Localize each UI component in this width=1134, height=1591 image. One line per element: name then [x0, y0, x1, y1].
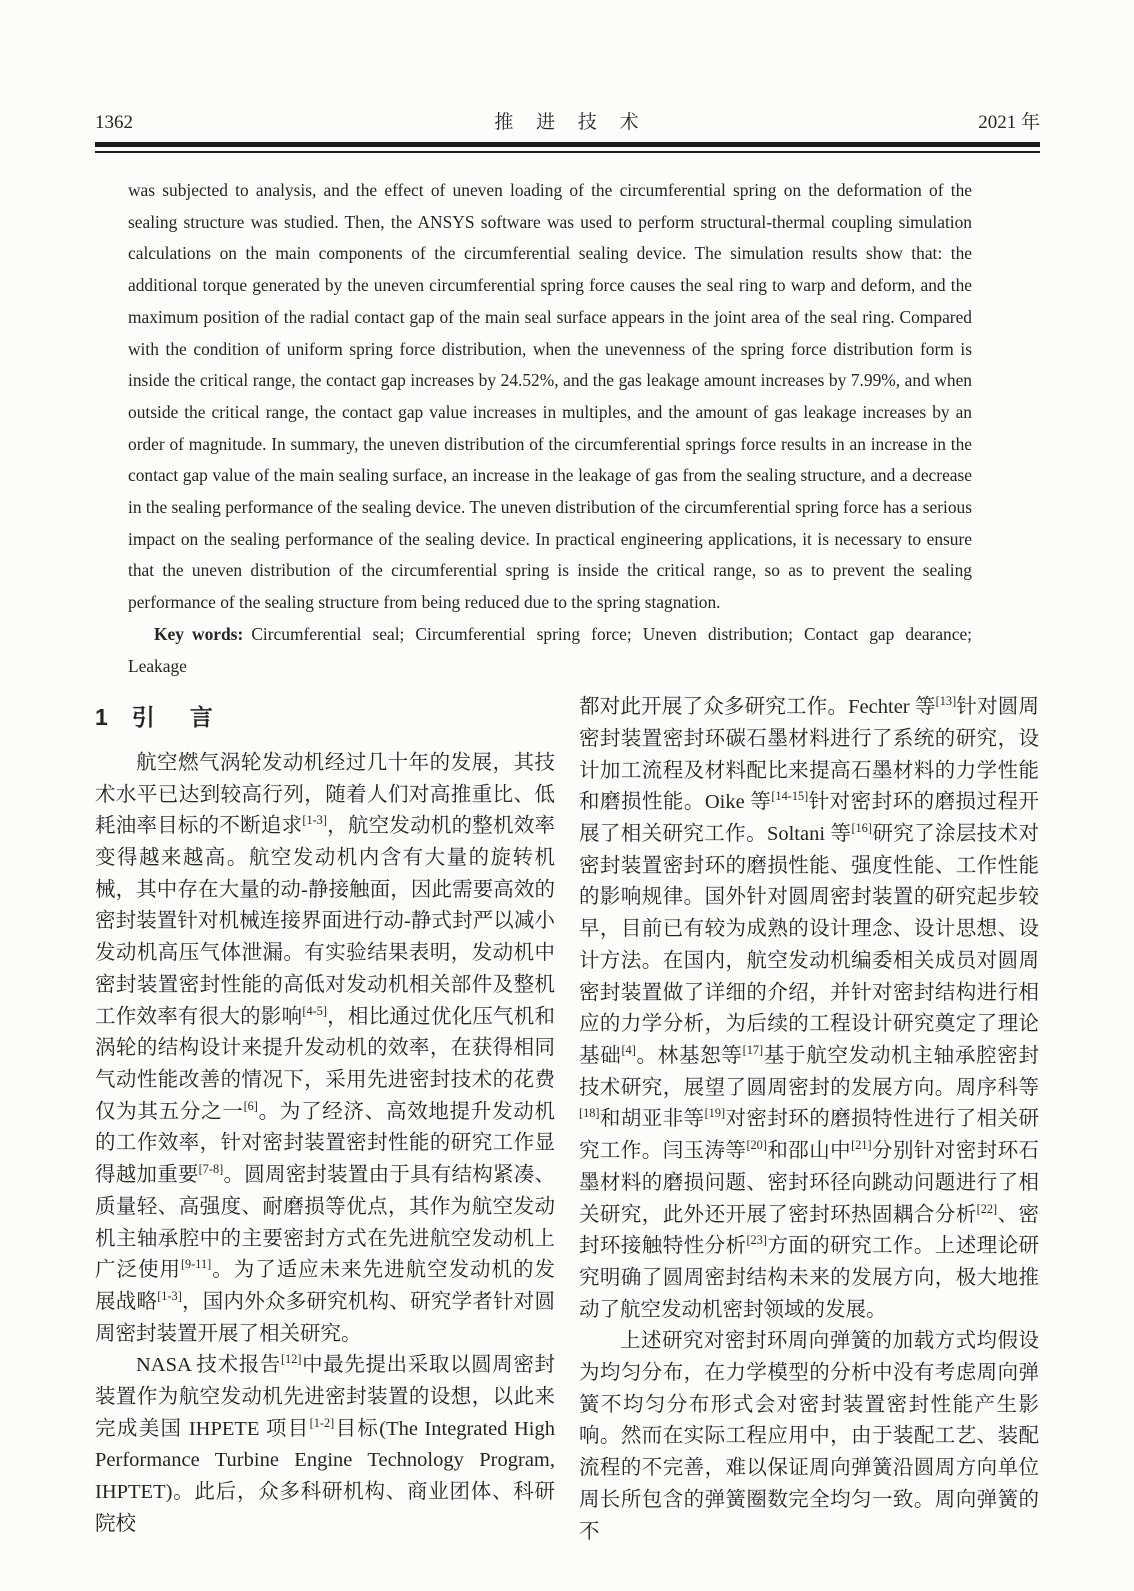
intro-paragraph-2-continued: 都对此开展了众多研究工作。Fechter 等[13]针对圆周密封装置密封环碳石墨材料进行了系统的研究，设计加工流程及材料配比来提高石墨材料的力学性能和磨损性能。Oike 等[14-15]针对密封环的磨损过程开展了相关研究工作。Soltani 等[16]研究了涂层技术对密封装置密封环的磨损性能、强度性能、工作性能的影响规律。国外针对圆周密封装置的研究起步较早，目前已有较为成熟的设计理念、设计思想、设计方法。在国内，航空发动机编委相关成员对圆周密封装置做了详细的介绍，并针对密封结构进行相应的力学分析，为后续的工程设计研究奠定了理论基础[4]。林基恕等[17]基于航空发动机主轴承腔密封技术研究，展望了圆周密封的发展方向。周序科等[18]和胡亚非等[19]对密封环的磨损特性进行了相关研究工作。闫玉涛等[20]和邵山中[21]分别针对密封环石墨材料的磨损问题、密封环径向跳动问题进行了相关研究，此外还开展了密封环热固耦合分析[22]、密封环接触特性分析[23]方面的研究工作。上述理论研究明确了圆周密封结构未来的发展方向，极大地推动了航空发动机密封领域的发展。 [579, 694, 1040, 1321]
intro-paragraph-2-start: NASA 技术报告[12]中最先提出采取以圆周密封装置作为航空发动机先进密封装置的设想，以此来完成美国 IHPETE 项目[1-2]目标(The Integrated High Performance Turbine Engine Technology Program, IHPTET)。此后，众多科研机构、商业团体、科研院校 [95, 1352, 555, 1535]
section-title: 引 言 [131, 704, 219, 731]
section-heading [95, 702, 555, 734]
keywords-label: Key words [154, 623, 238, 644]
keywords-separator: : [237, 623, 252, 644]
header-double-rule [95, 142, 1040, 153]
keywords-text: Circumferential seal; Circumferential spring force; Uneven distribution; Contact gap dearance; Leakage [128, 623, 973, 676]
keywords-line [128, 619, 972, 682]
intro-paragraph-3: 上述研究对密封环周向弹簧的加载方式均假设为均匀分布，在力学模型的分析中没有考虑周向弹簧不均匀分布形式会对密封装置密封性能产生影响。然而在实际工程应用中，由于装配工艺、装配流程的不完善，难以保证周向弹簧沿圆周方向单位周长所包含的弹簧圈数完全均匀一致。周向弹簧的不 [579, 1330, 1039, 1543]
section-number: 1 [95, 704, 110, 731]
running-head [95, 108, 1040, 138]
page-number: 1362 [95, 112, 133, 133]
journal-title: 推 进 技 术 [494, 112, 641, 133]
intro-paragraph-1: 航空燃气涡轮发动机经过几十年的发展，其技术水平已达到较高行列，随着人们对高推重比、低耗油率目标的不断追求[1-3]，航空发动机的整机效率变得越来越高。航空发动机内含有大量的旋转机械，其中存在大量的动-静接触面，因此需要高效的密封装置针对机械连接界面进行动-静式封严以减小发动机高压气体泄漏。有实验结果表明，发动机中密封装置密封性能的高低对发动机相关部件及整机工作效率有很大的影响[4-5]，相比通过优化压气机和涡轮的结构设计来提升发动机的效率，在获得相同气动性能改善的情况下，采用先进密封技术的花费仅为其五分之一[6]。为了经济、高效地提升发动机的工作效率，针对密封装置密封性能的研究工作显得越加重要[7-8]。圆周密封装置由于具有结构紧凑、质量轻、高强度、耐磨损等优点，其作为航空发动机主轴承腔中的主要密封方式在先进航空发动机上广泛使用[9-11]。为了适应未来先进航空发动机的发展战略[1-3]，国内外众多研究机构、研究学者针对圆周密封装置开展了相关研究。 [95, 751, 556, 1345]
year-label: 2021 年 [978, 112, 1040, 133]
right-column [579, 692, 1039, 1548]
left-column [95, 692, 555, 1548]
abstract-text: was subjected to analysis, and the effect of uneven loading of the circumferential spring on the deformation of the sealing structure was studied. Then, the ANSYS software was used to perform structural-thermal coupling simulation calculations on the main components of the circumferential sealing device. The simulation results show that: the additional torque generated by the uneven circumferential spring force causes the seal ring to warp and deform, and the maximum position of the radial contact gap of the main seal surface appears in the joint area of the seal ring. Compared with the condition of uniform spring force distribution, when the unevenness of the spring force distribution form is inside the critical range, the contact gap increases by 24.52%, and the gas leakage amount increases by 7.99%, and when outside the critical range, the contact gap value increases in multiples, and the amount of gas leakage increases by an order of magnitude. In summary, the uneven distribution of the circumferential springs force results in an increase in the contact gap value of the main sealing surface, an increase in the leakage of gas from the sealing structure, and a decrease in the sealing performance of the sealing device. The uneven distribution of the circumferential spring force has a serious impact on the sealing performance of the sealing device. In practical engineering applications, it is necessary to ensure that the uneven distribution of the circumferential spring is inside the critical range, so as to prevent the sealing performance of the sealing structure from being reduced due to the spring stagnation. [128, 180, 972, 613]
abstract-block [128, 175, 972, 682]
two-column-body [95, 692, 1040, 1548]
